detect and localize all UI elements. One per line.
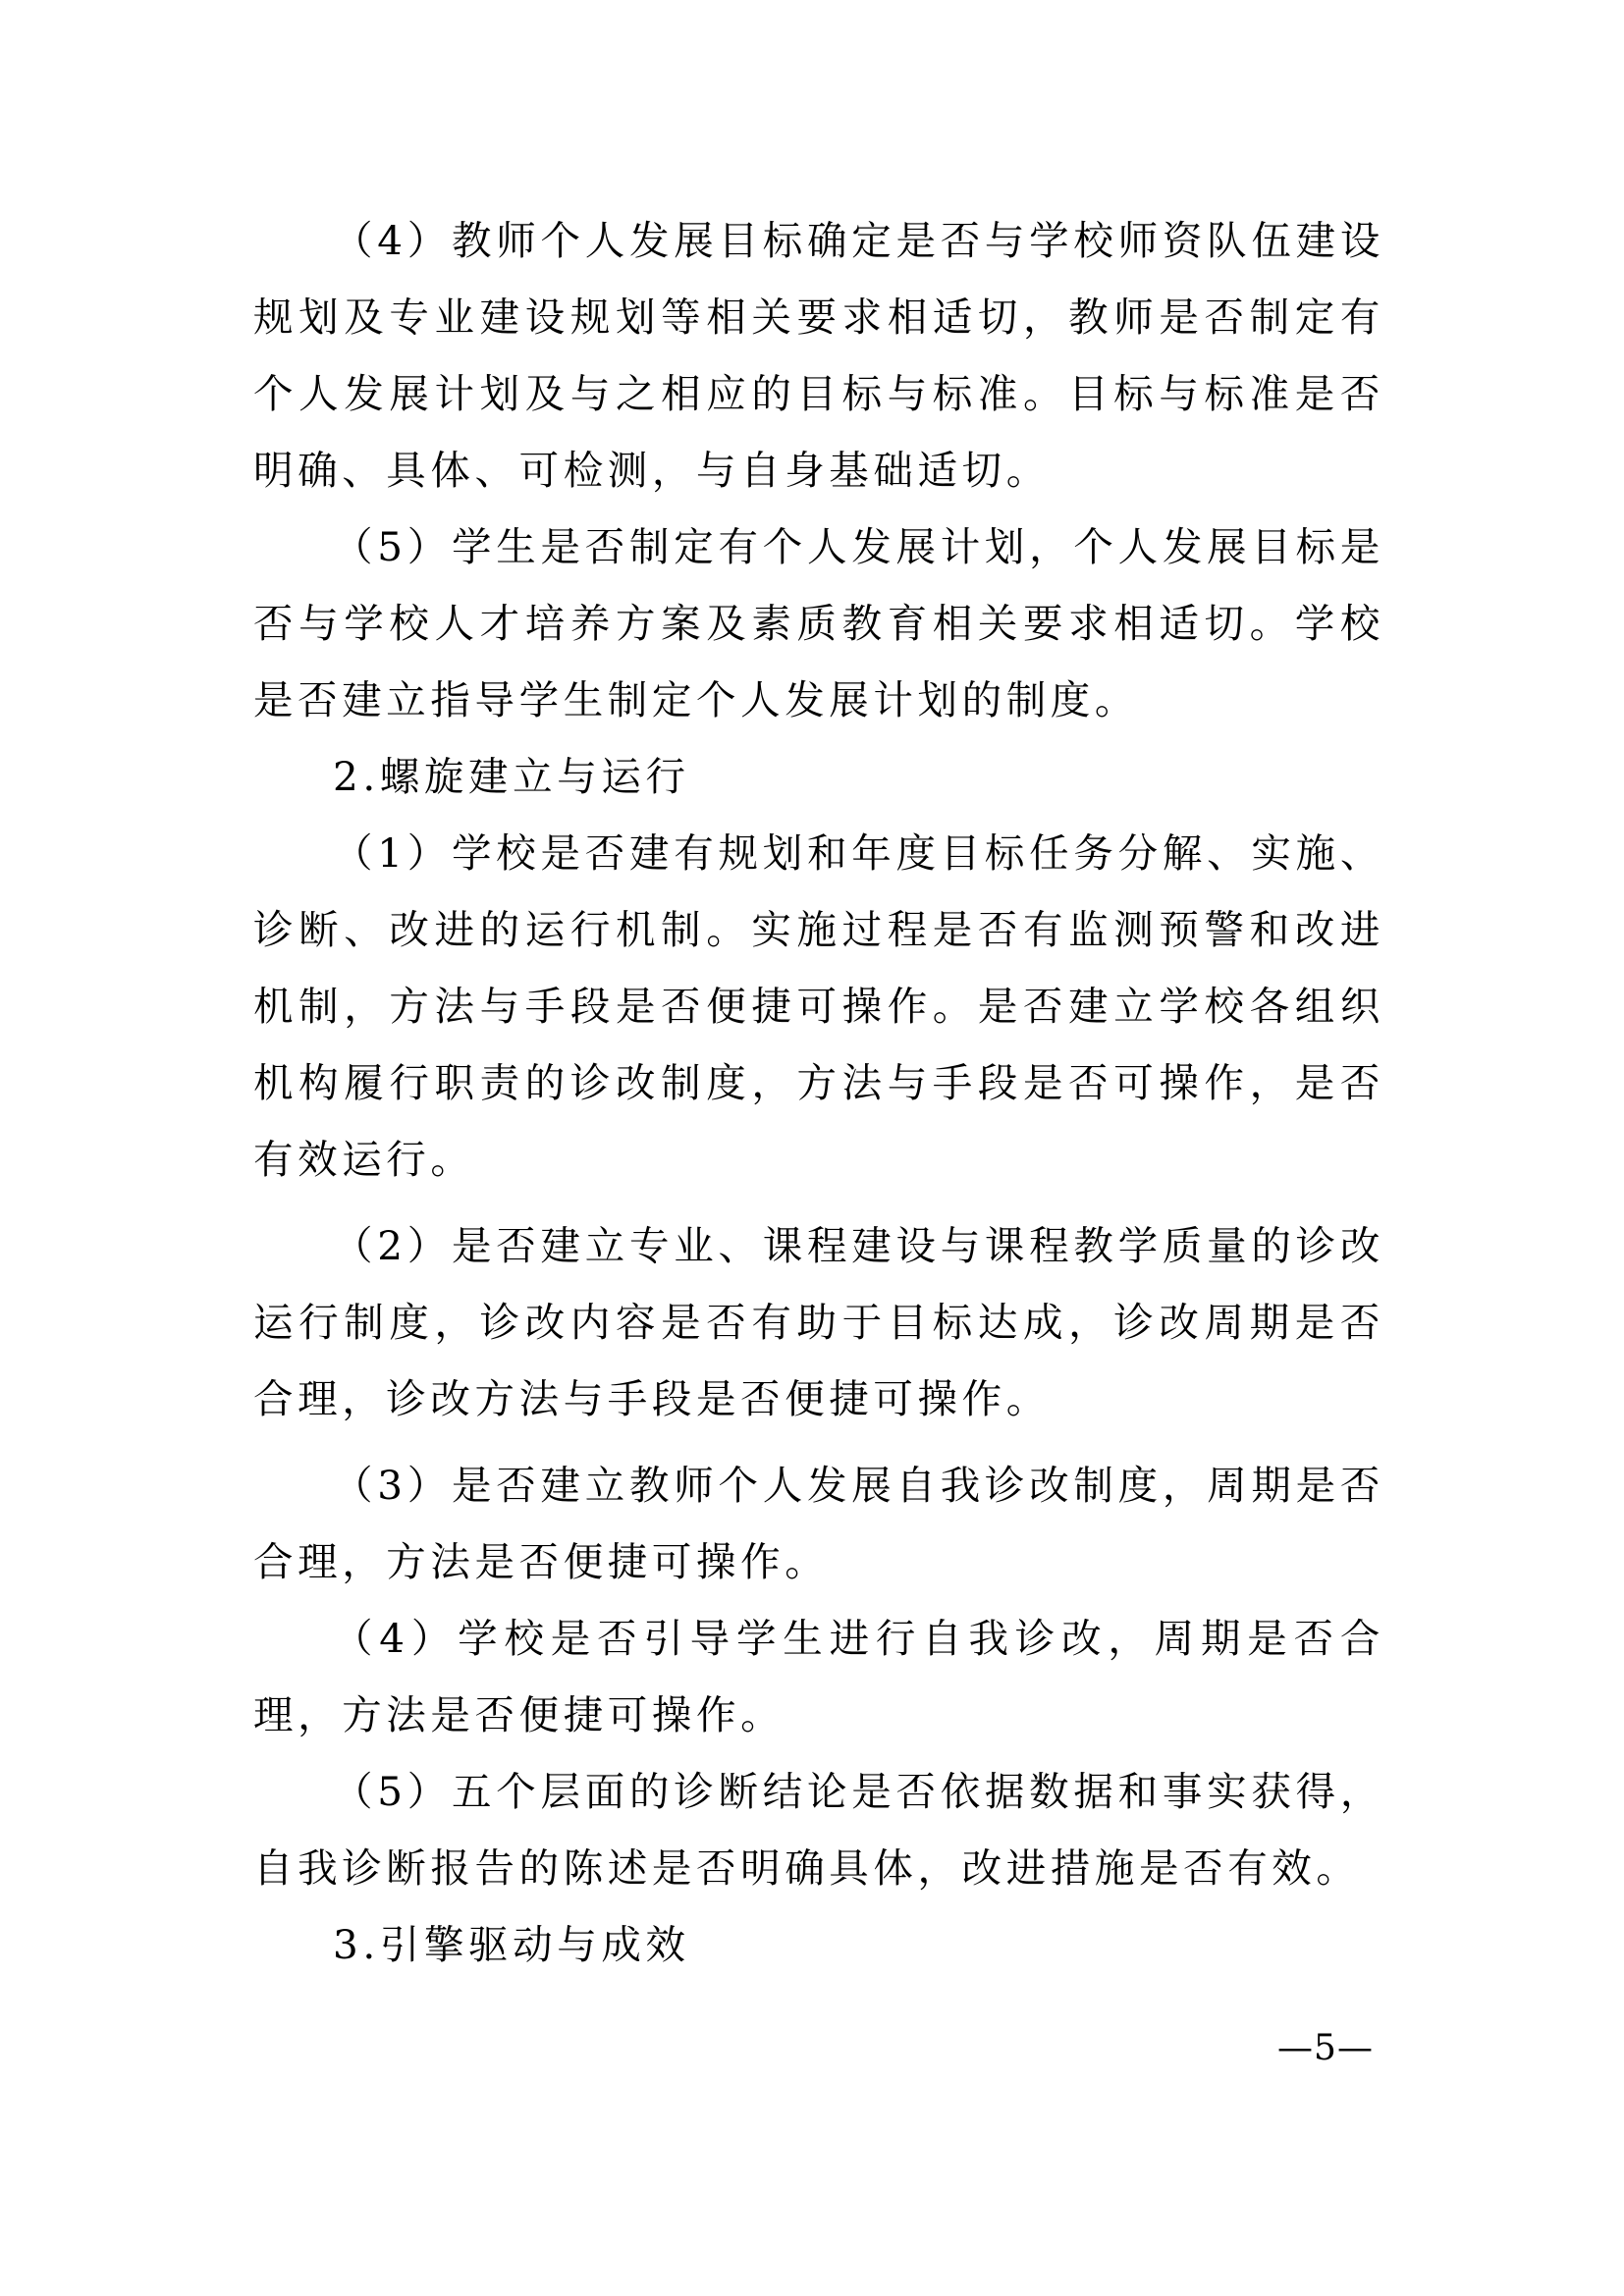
paragraph-course-diagnosis: （2）是否建立专业、课程建设与课程教学质量的诊改运行制度，诊改内容是否有助于目标达成，诊改周期是否合理，诊改方法与手段是否便捷可操作。	[253, 1222, 1384, 1422]
paragraph-teacher-goals: （4）教师个人发展目标确定是否与学校师资队伍建设规划及专业建设规划等相关要求相适切，教师是否制定有个人发展计划及与之相应的目标与标准。目标与标准是否明确、具体、可检测，与自身基础适切。	[253, 217, 1384, 494]
section-heading-spiral: 2.螺旋建立与运行	[333, 753, 690, 800]
page-number: —5—	[1277, 2028, 1374, 2068]
paragraph-teacher-diagnosis: （3）是否建立教师个人发展自我诊改制度，周期是否合理，方法是否便捷可操作。	[253, 1462, 1384, 1585]
document-body	[253, 202, 1384, 1983]
section-heading-engine: 3.引擎驱动与成效	[333, 1921, 690, 1968]
paragraph-student-plans: （5）学生是否制定有个人发展计划，个人发展目标是否与学校人才培养方案及素质教育相关要求相适切。学校是否建立指导学生制定个人发展计划的制度。	[253, 523, 1384, 723]
paragraph-student-diagnosis: （4）学校是否引导学生进行自我诊改，周期是否合理，方法是否便捷可操作。	[253, 1615, 1384, 1738]
paragraph-operation-mechanism: （1）学校是否建有规划和年度目标任务分解、实施、诊断、改进的运行机制。实施过程是否有监测预警和改进机制，方法与手段是否便捷可操作。是否建立学校各组织机构履行职责的诊改制度，方法与手段是否可操作，是否有效运行。	[253, 829, 1384, 1183]
paragraph-diagnosis-conclusions: （5）五个层面的诊断结论是否依据数据和事实获得，自我诊断报告的陈述是否明确具体，改进措施是否有效。	[253, 1768, 1384, 1892]
